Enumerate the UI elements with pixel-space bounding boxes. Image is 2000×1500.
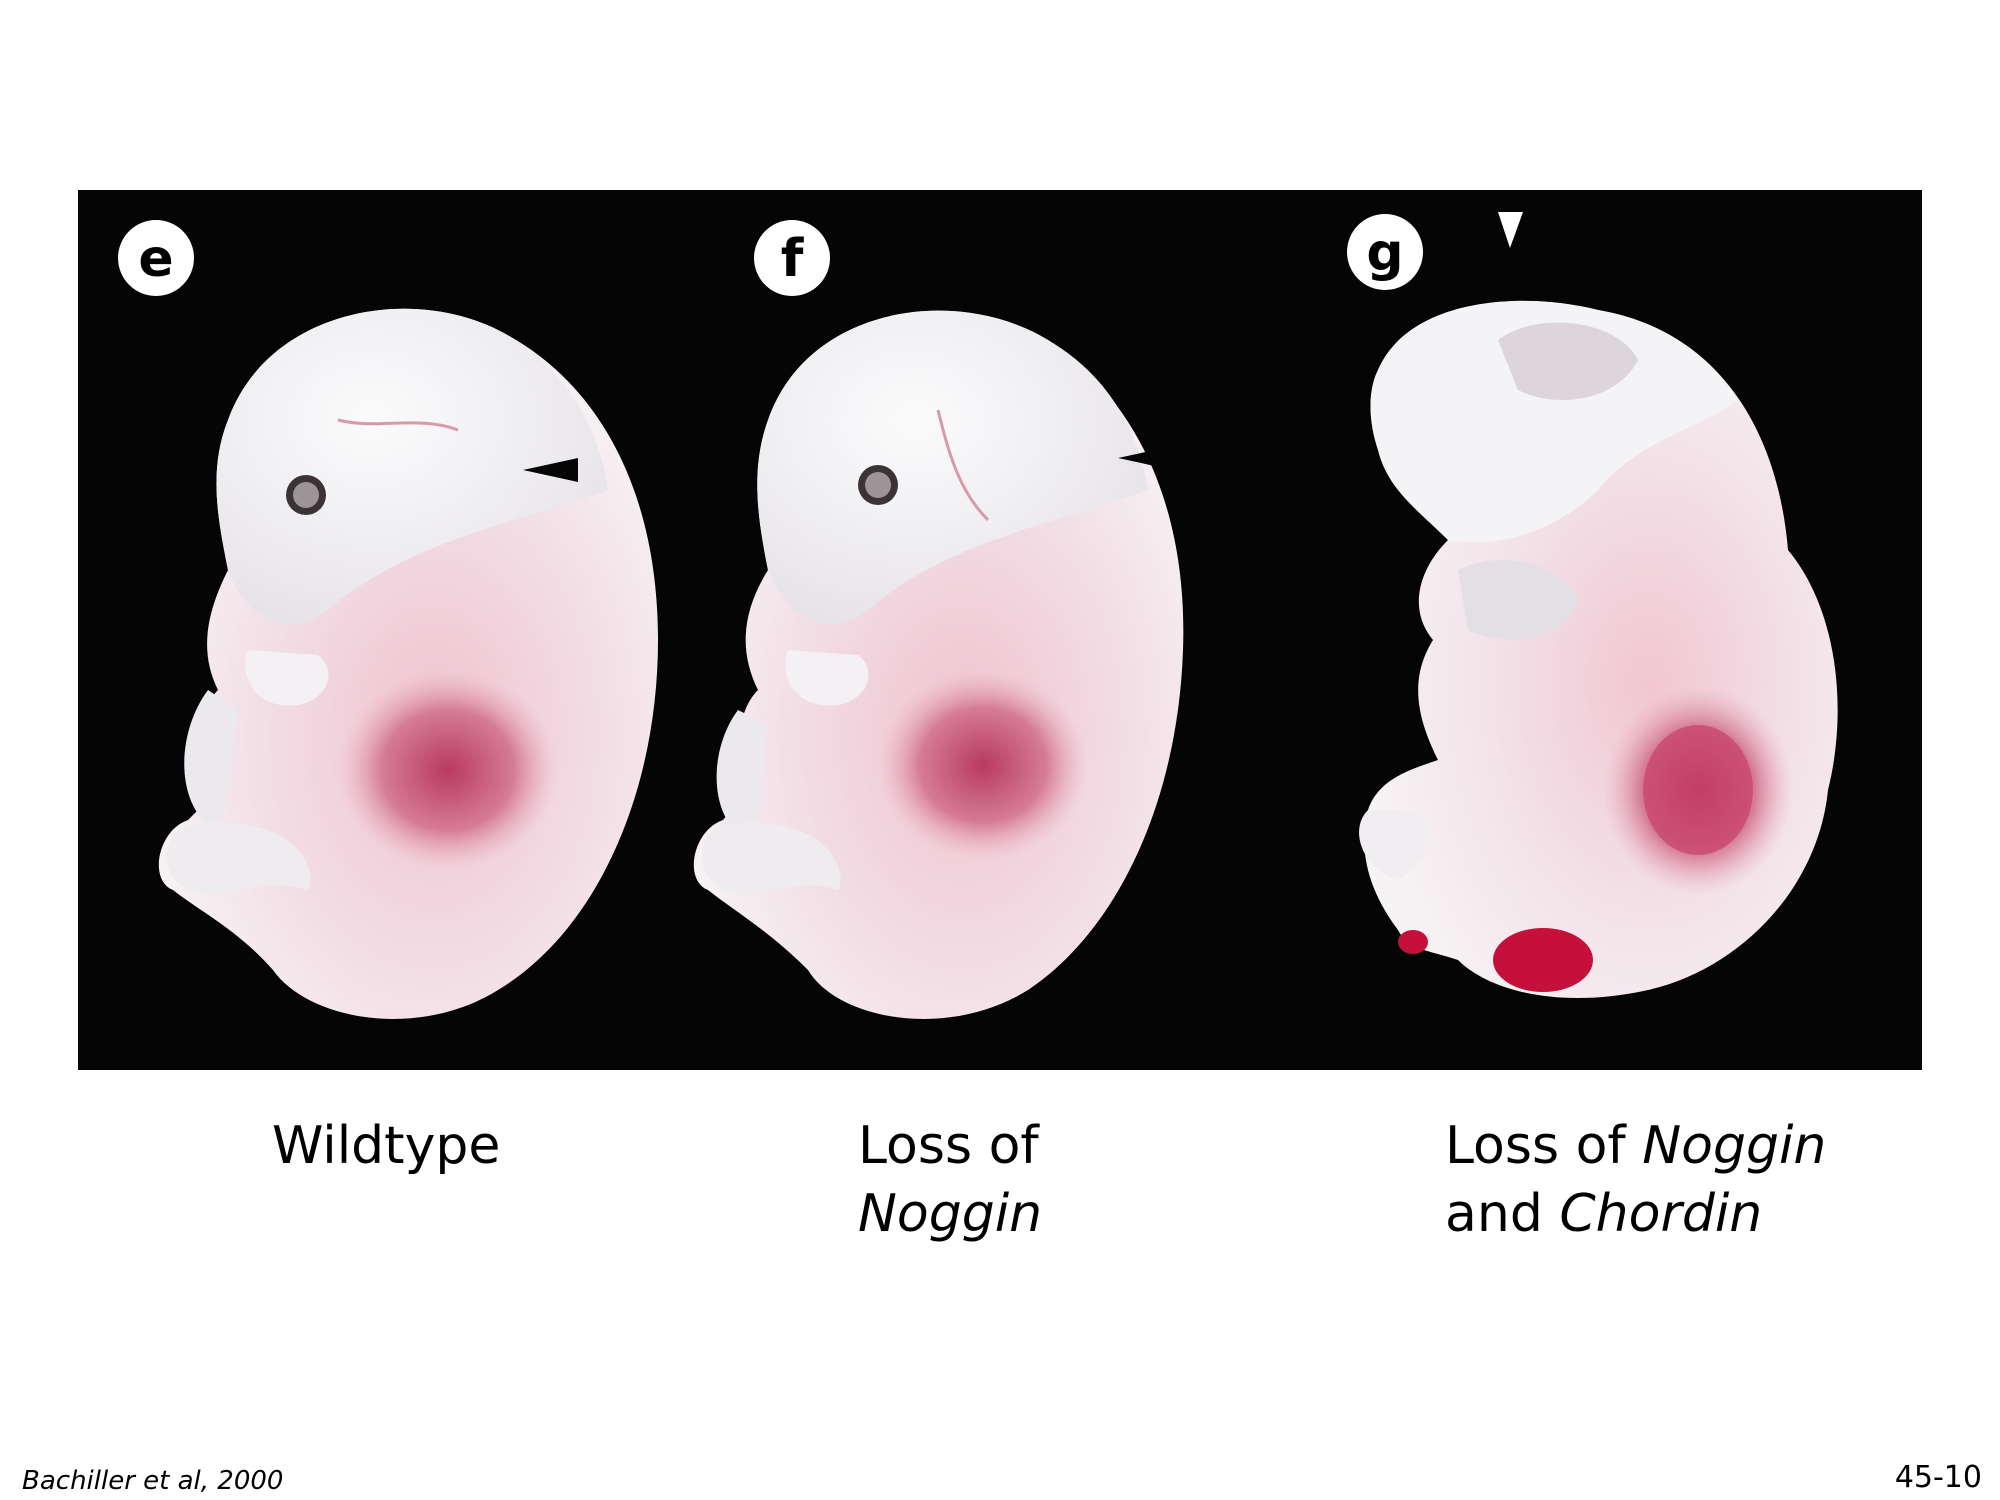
embryo-wildtype [159, 309, 658, 1019]
caption-wildtype [272, 1112, 500, 1180]
embryo-double-loss [1359, 212, 1838, 998]
panel-badge-g [1347, 214, 1423, 290]
slide-number: 45-10 [1894, 1460, 1982, 1495]
caption-double-gene-noggin: Noggin [1642, 1116, 1827, 1176]
caption-wildtype-text: Wildtype [272, 1116, 501, 1176]
embryo-photo [78, 190, 1922, 1070]
citation: Bachiller et al, 2000 [22, 1466, 284, 1496]
caption-double-loss [1445, 1112, 1826, 1248]
embryo-noggin-loss [694, 311, 1184, 1019]
caption-double-line1-prefix: Loss of [1445, 1116, 1643, 1176]
panel-letter-f: f [780, 229, 804, 289]
panel-letter-g: g [1366, 223, 1404, 283]
caption-noggin-gene: Noggin [858, 1184, 1043, 1244]
panel-badge-e [118, 220, 194, 296]
panel-letter-e: e [138, 229, 174, 289]
caption-noggin-line1: Loss of [858, 1116, 1039, 1176]
caption-noggin-loss [858, 1112, 1042, 1248]
panel-badge-f [754, 220, 830, 296]
caption-double-line2-prefix: and [1445, 1184, 1560, 1244]
caption-double-gene-chordin: Chordin [1559, 1184, 1763, 1244]
embryo-figure [78, 190, 1922, 1070]
